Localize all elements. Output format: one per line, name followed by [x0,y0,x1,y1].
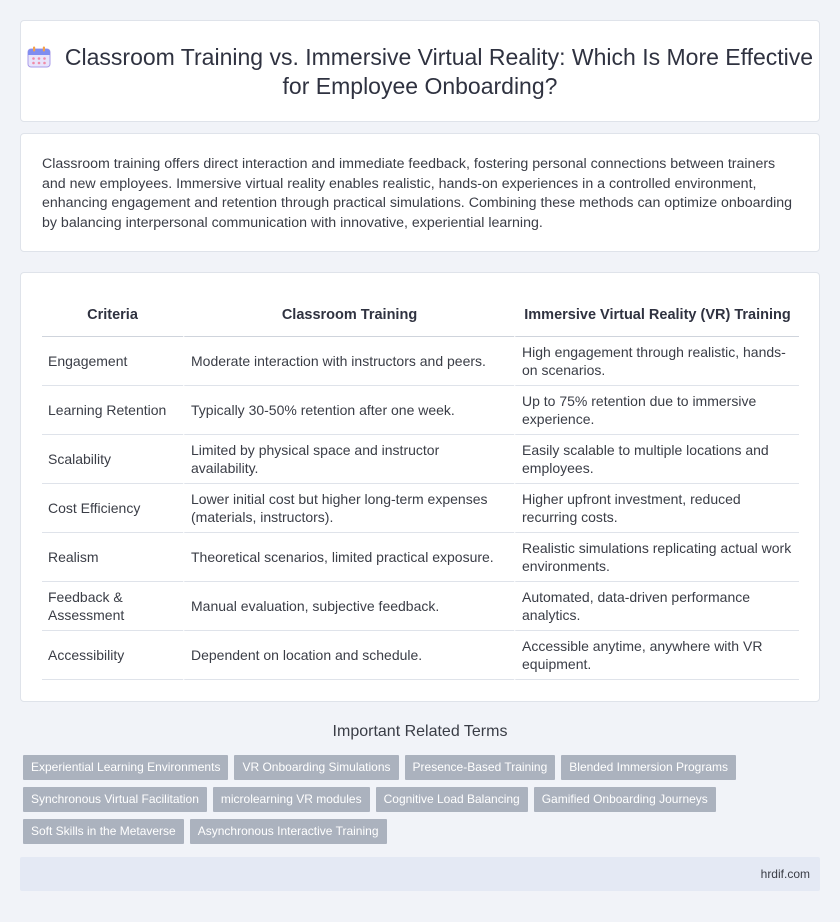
related-term-tag[interactable]: Synchronous Virtual Facilitation [23,787,207,812]
classroom-cell: Theoretical scenarios, limited practical exposure. [183,533,514,582]
related-term-tag[interactable]: Experiential Learning Environments [23,755,228,780]
title-wrap [21,43,819,101]
criteria-cell: Accessibility [42,631,183,680]
criteria-cell: Feedback & Assessment [42,582,183,631]
related-term-tag[interactable]: VR Onboarding Simulations [234,755,398,780]
tag-row [23,787,743,819]
comparison-table [42,294,799,680]
footer-site-link[interactable]: hrdif.com [760,867,810,881]
classroom-cell: Typically 30-50% retention after one week. [183,386,514,435]
criteria-cell: Engagement [42,337,183,386]
vr-cell: Accessible anytime, anywhere with VR equipment. [514,631,799,680]
vr-cell: Easily scalable to multiple locations and employees. [514,435,799,484]
header-criteria: Criteria [42,294,183,337]
vr-cell: Up to 75% retention due to immersive experience. [514,386,799,435]
classroom-cell: Limited by physical space and instructor availability. [183,435,514,484]
vr-cell: High engagement through realistic, hands-on scenarios. [514,337,799,386]
criteria-cell: Realism [42,533,183,582]
calendar-icon [27,46,51,68]
vr-cell: Realistic simulations replicating actual work environments. [514,533,799,582]
table-header-row [42,294,799,337]
classroom-cell: Moderate interaction with instructors and peers. [183,337,514,386]
table-row [42,435,799,484]
criteria-cell: Learning Retention [42,386,183,435]
footer [20,857,820,891]
table-row [42,484,799,533]
related-term-tag[interactable]: microlearning VR modules [213,787,370,812]
title-card [20,20,820,122]
vr-cell: Higher upfront investment, reduced recurring costs. [514,484,799,533]
table-row [42,631,799,680]
page-title: Classroom Training vs. Immersive Virtual Reality: Which Is More Effective for Employee Onboarding? [64,44,814,99]
related-term-tag[interactable]: Presence-Based Training [405,755,556,780]
tag-row [23,819,743,851]
related-terms-title: Important Related Terms [332,723,508,740]
vr-cell: Automated, data-driven performance analytics. [514,582,799,631]
related-term-tag[interactable]: Asynchronous Interactive Training [190,819,387,844]
related-terms-list [23,755,743,851]
related-term-tag[interactable]: Gamified Onboarding Journeys [534,787,716,812]
tag-row [23,755,743,787]
header-classroom: Classroom Training [183,294,514,337]
related-term-tag[interactable]: Soft Skills in the Metaverse [23,819,184,844]
comparison-card [20,272,820,702]
related-term-tag[interactable]: Cognitive Load Balancing [376,787,528,812]
table-row [42,582,799,631]
table-row [42,386,799,435]
summary-text: Classroom training offers direct interaction and immediate feedback, fostering personal connections between trainers and new employees. Immersive virtual reality enables realistic, hands-on experiences in a controlled environment, enhancing engagement and retention through practical simulations. Combining these methods can optimize onboarding by balancing interpersonal communication with innovative, experiential learning. [42,156,793,231]
table-row [42,337,799,386]
classroom-cell: Manual evaluation, subjective feedback. [183,582,514,631]
criteria-cell: Scalability [42,435,183,484]
classroom-cell: Lower initial cost but higher long-term expenses (materials, instructors). [183,484,514,533]
criteria-cell: Cost Efficiency [42,484,183,533]
table-row [42,533,799,582]
header-vr: Immersive Virtual Reality (VR) Training [514,294,799,337]
classroom-cell: Dependent on location and schedule. [183,631,514,680]
related-term-tag[interactable]: Blended Immersion Programs [561,755,736,780]
summary-card [20,133,820,252]
